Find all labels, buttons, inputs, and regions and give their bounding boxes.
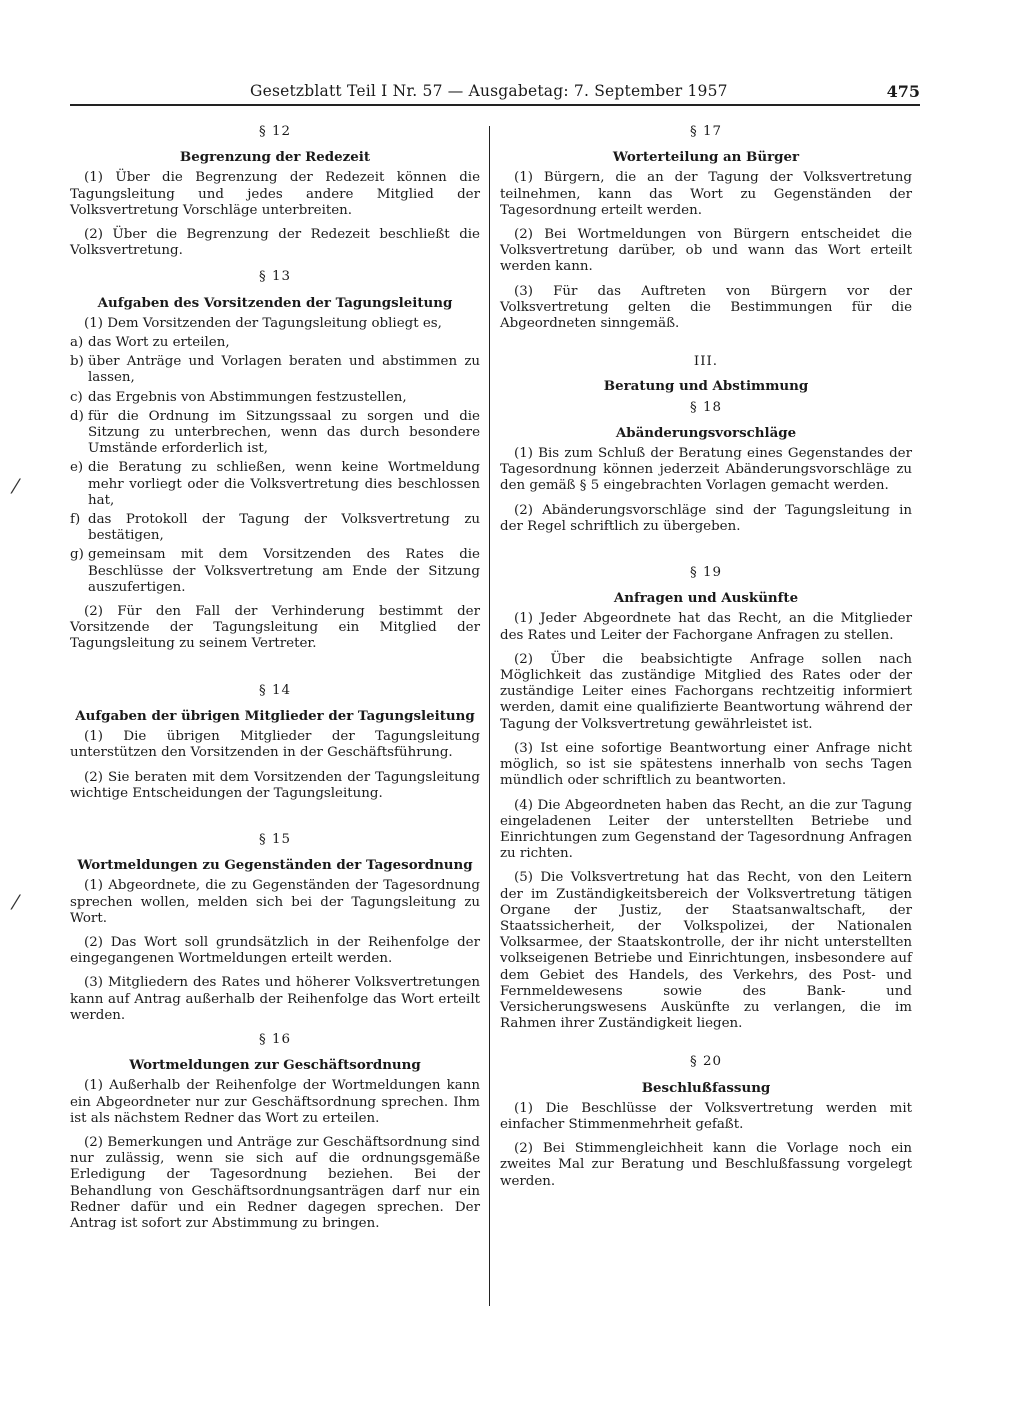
list-item (70, 354, 480, 386)
paragraph: (3) Mitgliedern des Rates und höherer Volksvertretungen kann auf Antrag außerhalb der Reihenfolge das Wort erteilt werden. (70, 975, 480, 1023)
list-item (70, 335, 480, 351)
list-letter: g) (70, 547, 84, 563)
section-number: § 12 (259, 124, 291, 139)
list-item (70, 512, 480, 544)
section-number: § 19 (690, 565, 722, 581)
list-item (70, 460, 480, 509)
list-letter: a) (70, 335, 84, 351)
section-title: Worterteilung an Bürger (612, 149, 800, 166)
section-20 (500, 1054, 912, 1189)
section-12 (70, 124, 480, 259)
paragraph: (2) Das Wort soll grundsätzlich in der Reihenfolge der eingegangenen Wortmeldungen erteilt werden. (70, 934, 480, 967)
section-title: Anfragen und Auskünfte (613, 590, 799, 607)
duty-list (70, 335, 480, 596)
paragraph: (2) Über die Begrenzung der Redezeit beschließt die Volksvertretung. (70, 227, 480, 259)
section-number: § 17 (690, 124, 722, 139)
list-text: das Wort zu erteilen, (88, 335, 230, 351)
list-item (70, 547, 480, 596)
list-letter: c) (70, 389, 83, 405)
section-title: Wortmeldungen zu Gegenständen der Tagesordnung (77, 857, 473, 874)
paragraph: (1) Abgeordnete, die zu Gegenständen der Tagesordnung sprechen wollen, melden sich bei der Tagungsleitung zu Wort. (70, 878, 480, 926)
right-column (500, 124, 912, 1198)
section-19 (500, 565, 912, 1032)
paragraph: (1) Über die Begrenzung der Redezeit können die Tagungsleitung und jedes andere Mitglied der Volksvertretung Vorschläge unterbreiten. (70, 170, 480, 218)
paragraph: (1) Bis zum Schluß der Beratung eines Gegenstandes der Tagesordnung können jederzeit Abänderungsvorschläge zu den gemäß § 5 eingebrachten Vorlagen gemacht werden. (500, 446, 912, 494)
paragraph: (1) Außerhalb der Reihenfolge der Wortmeldungen kann ein Abgeordneter nur zur Geschäftsordnung sprechen. Ihm ist als nächstem Redner das Wort zu erteilen. (70, 1078, 480, 1126)
part-3-heading (500, 354, 912, 394)
paragraph: (1) Dem Vorsitzenden der Tagungsleitung obliegt es, (84, 315, 442, 331)
paragraph: (2) Bei Wortmeldungen von Bürgern entscheidet die Volksvertretung darüber, ob und wann das Wort erteilt werden kann. (500, 227, 912, 275)
list-letter: e) (70, 460, 84, 476)
margin-check-mark: ⁄ (14, 474, 18, 498)
paragraph: (2) Sie beraten mit dem Vorsitzenden der Tagungsleitung wichtige Entscheidungen der Tagungsleitung. (70, 769, 480, 801)
section-number: § 16 (259, 1031, 291, 1047)
paragraph: (2) Abänderungsvorschläge sind der Tagungsleitung in der Regel schriftlich zu übergeben. (500, 502, 912, 534)
section-number: § 18 (690, 399, 722, 415)
section-14 (70, 683, 480, 802)
section-15 (70, 832, 480, 1024)
section-16 (70, 1032, 480, 1232)
paragraph: (1) Bürgern, die an der Tagung der Volksvertretung teilnehmen, kann das Wort zu Gegenständen der Tagesordnung erteilt werden. (500, 170, 912, 218)
list-text: das Protokoll der Tagung der Volksvertretung zu bestätigen, (88, 512, 480, 544)
section-title: Begrenzung der Redezeit (179, 149, 371, 166)
page-number: 475 (886, 82, 920, 101)
gazette-title: Gesetzblatt Teil I Nr. 57 — Ausgabetag: 7. September 1957 (250, 82, 728, 100)
header-rule (70, 104, 920, 106)
list-item (70, 390, 480, 406)
section-title: Aufgaben des Vorsitzenden der Tagungsleitung (97, 294, 453, 311)
part-title: Beratung und Abstimmung (603, 378, 809, 395)
paragraph: (4) Die Abgeordneten haben das Recht, an die zur Tagung eingeladenen Leiter der unterstellten Betriebe und Einrichtungen zum Gegenstand der Tagesordnung Anfragen zu richten. (500, 797, 912, 862)
list-letter: f) (70, 512, 81, 528)
list-text: für die Ordnung im Sitzungssaal zu sorgen und die Sitzung zu unterbrechen, wenn das durch besondere Umstände erforderlich ist, (88, 408, 480, 457)
paragraph: (3) Für das Auftreten von Bürgern vor der Volksvertretung gelten die Bestimmungen für die Abgeordneten sinngemäß. (500, 283, 912, 332)
paragraph: (3) Ist eine sofortige Beantwortung einer Anfrage nicht möglich, so ist sie spätestens innerhalb von sechs Tagen mündlich oder schriftlich zu beantworten. (500, 740, 912, 789)
part-number: III. (693, 354, 719, 370)
paragraph: (2) Für den Fall der Verhinderung bestimmt der Vorsitzende der Tagungsleitung ein Mitglied der Tagungsleitung zu seinem Vertreter. (70, 604, 480, 652)
section-title: Aufgaben der übrigen Mitglieder der Tagungsleitung (75, 707, 475, 724)
section-18 (500, 400, 912, 535)
paragraph: (5) Die Volksvertretung hat das Recht, von den Leitern der im Zuständigkeitsbereich der Volksvertretung tätigen Organe der Justiz, der Staatsanwaltschaft, der Staatssicherheit, der Volkspolizei, der Nationalen Volksarmee, der Staatskontrolle, der ihr nicht unterstellten volkseigenen Betriebe und Einrichtungen, insbesondere auf dem Gebiet des Handels, des Verkehrs, des Post- und Fernmeldewesens sowie des Bank- und Versicherungswesens Auskünfte zu verlangen, die im Rahmen ihrer Zuständigkeit liegen. (500, 870, 912, 1032)
section-number: § 15 (259, 831, 291, 847)
list-text: die Beratung zu schließen, wenn keine Wortmeldung mehr vorliegt oder die Volksvertretung dies beschlossen hat, (88, 460, 480, 508)
section-number: § 20 (690, 1054, 722, 1070)
page-header (70, 82, 920, 106)
left-column (70, 124, 480, 1240)
list-letter: b) (70, 354, 84, 370)
paragraph: (2) Bei Stimmengleichheit kann die Vorlage noch ein zweites Mal zur Beratung und Beschlußfassung vorgelegt werden. (500, 1141, 912, 1189)
section-13 (70, 269, 480, 652)
list-text: über Anträge und Vorlagen beraten und abstimmen zu lassen, (88, 354, 480, 386)
paragraph: (1) Jeder Abgeordnete hat das Recht, an die Mitglieder des Rates und Leiter der Fachorgane Anfragen zu stellen. (500, 611, 912, 643)
section-title: Wortmeldungen zur Geschäftsordnung (129, 1057, 421, 1074)
column-divider (489, 126, 490, 1306)
margin-check-mark: ⁄ (14, 890, 18, 914)
list-item (70, 409, 480, 458)
section-number: § 13 (259, 269, 291, 285)
paragraph: (2) Bemerkungen und Anträge zur Geschäftsordnung sind nur zulässig, wenn sie sich auf die ordnungsgemäße Erledigung der Tagesordnung beziehen. Bei der Behandlung von Geschäftsordnungsanträgen darf nur ein Redner dafür und ein Redner dagegen sprechen. Der Antrag ist sofort zur Abstimmung zu bringen. (70, 1134, 480, 1231)
paragraph: (1) Die Beschlüsse der Volksvertretung werden mit einfacher Stimmenmehrheit gefaßt. (500, 1100, 912, 1132)
section-number: § 14 (259, 682, 291, 698)
section-title: Beschlußfassung (641, 1079, 771, 1096)
section-title: Abänderungsvorschläge (615, 424, 797, 441)
list-text: das Ergebnis von Abstimmungen festzustellen, (88, 389, 407, 405)
list-letter: d) (70, 408, 84, 424)
paragraph: (2) Über die beabsichtigte Anfrage sollen nach Möglichkeit das zuständige Mitglied des Rates oder der zuständige Leiter eines Fachorgans rechtzeitig informiert werden, damit eine qualifizierte Beantwortung während der Tagung der Volksvertretung gewährleistet ist. (500, 651, 912, 732)
paragraph: (1) Die übrigen Mitglieder der Tagungsleitung unterstützen den Vorsitzenden in der Geschäftsführung. (70, 729, 480, 761)
list-text: gemeinsam mit dem Vorsitzenden des Rates die Beschlüsse der Volksvertretung am Ende der Sitzung auszufertigen. (88, 547, 480, 595)
section-17 (500, 124, 912, 332)
